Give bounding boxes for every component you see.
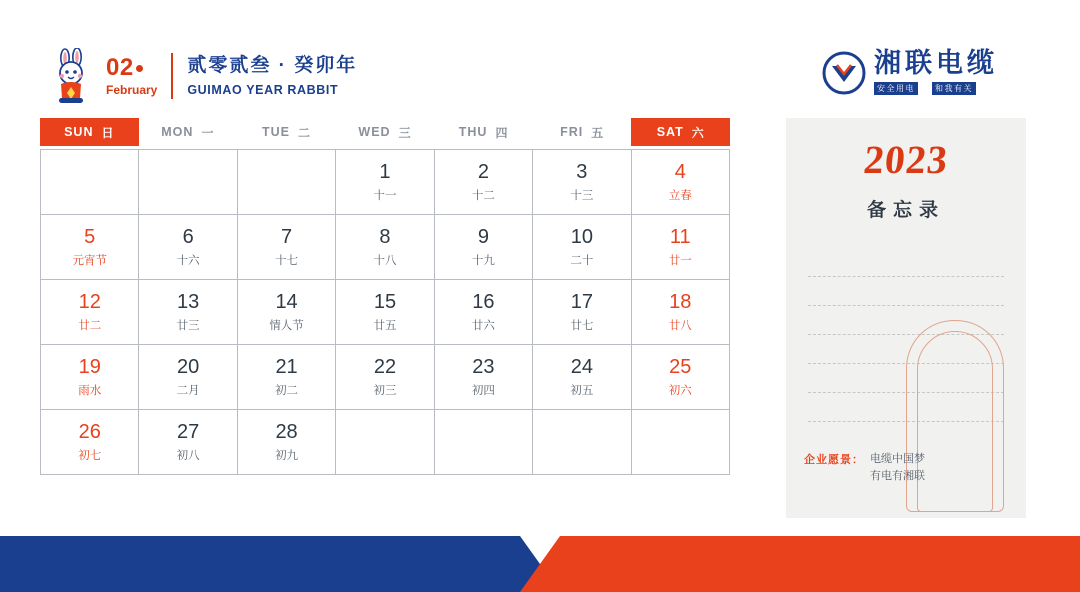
calendar-day-cell[interactable] xyxy=(139,410,237,475)
day-number: 13 xyxy=(177,290,200,313)
month-number: 02 xyxy=(106,56,157,80)
day-lunar-label: 廿三 xyxy=(176,319,200,332)
weekday-en: SUN xyxy=(64,125,94,139)
calendar-day-cell[interactable] xyxy=(533,150,631,215)
calendar-day-cell[interactable] xyxy=(139,345,237,410)
day-number: 5 xyxy=(84,225,96,248)
slogan-part-1: 安全用电 xyxy=(874,82,918,95)
day-number: 12 xyxy=(78,290,101,313)
day-lunar-label: 初九 xyxy=(275,449,299,462)
day-number: 20 xyxy=(177,355,200,378)
calendar-day-cell[interactable] xyxy=(632,345,730,410)
weekday-cn: 二 xyxy=(297,125,311,140)
calendar-header xyxy=(50,48,357,104)
calendar-day-cell[interactable] xyxy=(632,280,730,345)
day-number: 7 xyxy=(281,225,293,248)
vision-text xyxy=(870,451,925,484)
day-number: 16 xyxy=(472,290,495,313)
calendar-day-cell[interactable] xyxy=(533,215,631,280)
company-logo xyxy=(822,50,998,95)
calendar-day-cell[interactable] xyxy=(238,410,336,475)
rabbit-mascot-icon xyxy=(50,48,96,104)
calendar-day-cell[interactable] xyxy=(238,280,336,345)
day-lunar-label: 廿八 xyxy=(668,319,692,332)
calendar-day-cell[interactable] xyxy=(435,280,533,345)
day-number: 10 xyxy=(570,225,593,248)
day-lunar-label: 十九 xyxy=(471,254,495,267)
day-number: 1 xyxy=(379,160,391,183)
day-number: 25 xyxy=(669,355,692,378)
month-name-en: February xyxy=(106,83,158,97)
memo-year: 2023 xyxy=(861,137,951,182)
xianglian-logo-icon xyxy=(822,51,866,95)
lunar-year-title-en: GUIMAO YEAR RABBIT xyxy=(187,82,339,97)
vision-label: 企业愿景： xyxy=(804,454,864,466)
day-number: 4 xyxy=(674,160,686,183)
day-lunar-label: 初三 xyxy=(373,384,397,397)
day-lunar-label: 立春 xyxy=(668,189,692,202)
day-lunar-label: 十七 xyxy=(275,254,299,267)
weekday-en: WED xyxy=(358,125,391,139)
memo-title: 备忘录 xyxy=(866,200,945,221)
calendar-empty-cell xyxy=(336,410,434,475)
weekday-header-fri xyxy=(533,118,632,146)
day-number: 2 xyxy=(477,160,489,183)
day-number: 6 xyxy=(182,225,194,248)
day-number: 17 xyxy=(570,290,593,313)
calendar-day-cell[interactable] xyxy=(533,345,631,410)
day-number: 11 xyxy=(669,225,691,248)
weekday-cn: 四 xyxy=(495,125,509,140)
weekday-en: TUE xyxy=(261,125,290,139)
calendar-day-cell[interactable] xyxy=(435,215,533,280)
calendar-day-cell[interactable] xyxy=(41,345,139,410)
calendar-day-cell[interactable] xyxy=(41,280,139,345)
calendar-empty-cell xyxy=(533,410,631,475)
slogan-part-2: 和我有关 xyxy=(932,82,976,95)
day-number: 24 xyxy=(570,355,593,378)
weekday-cn: 日 xyxy=(101,125,115,140)
calendar-day-cell[interactable] xyxy=(435,345,533,410)
weekday-header-tue xyxy=(237,118,336,146)
calendar-day-cell[interactable] xyxy=(435,150,533,215)
weekday-header-mon xyxy=(139,118,238,146)
day-lunar-label: 廿六 xyxy=(471,319,495,332)
day-lunar-label: 十二 xyxy=(471,189,495,202)
calendar-day-cell[interactable] xyxy=(336,345,434,410)
weekday-header-thu xyxy=(434,118,533,146)
day-number: 21 xyxy=(275,355,298,378)
day-lunar-label: 初二 xyxy=(275,384,299,397)
day-lunar-label: 十八 xyxy=(373,254,397,267)
day-lunar-label: 雨水 xyxy=(78,384,102,397)
weekday-cn: 三 xyxy=(398,125,412,140)
day-lunar-label: 二月 xyxy=(176,384,200,397)
day-lunar-label: 二十 xyxy=(570,254,594,267)
calendar-day-cell[interactable] xyxy=(41,215,139,280)
footer-blue-shape xyxy=(0,536,560,592)
day-lunar-label: 十一 xyxy=(373,189,397,202)
calendar-day-cell[interactable] xyxy=(336,215,434,280)
memo-line[interactable] xyxy=(808,277,1004,306)
calendar-day-cell[interactable] xyxy=(336,280,434,345)
vision-line-1: 电缆中国梦 xyxy=(870,453,925,465)
day-number: 23 xyxy=(472,355,495,378)
day-lunar-label: 初五 xyxy=(570,384,594,397)
day-lunar-label: 初八 xyxy=(176,449,200,462)
day-number: 28 xyxy=(275,420,298,443)
day-lunar-label: 元宵节 xyxy=(72,254,107,267)
memo-line[interactable] xyxy=(808,248,1004,277)
day-number: 15 xyxy=(373,290,397,313)
day-lunar-label: 廿二 xyxy=(78,319,102,332)
calendar-day-cell[interactable] xyxy=(336,150,434,215)
calendar-day-cell[interactable] xyxy=(139,215,237,280)
day-number: 27 xyxy=(177,420,200,443)
calendar-empty-cell xyxy=(238,150,336,215)
weekday-cn: 五 xyxy=(591,125,605,140)
calendar-grid xyxy=(40,149,730,475)
calendar-day-cell[interactable] xyxy=(139,280,237,345)
company-slogan xyxy=(874,82,998,95)
day-number: 18 xyxy=(669,290,692,313)
day-lunar-label: 十六 xyxy=(176,254,200,267)
calendar xyxy=(40,118,730,475)
footer-red-shape xyxy=(520,536,1080,592)
calendar-empty-cell xyxy=(139,150,237,215)
weekday-header-row xyxy=(40,118,730,146)
weekday-cn: 六 xyxy=(691,125,705,140)
weekday-en: THU xyxy=(458,125,488,139)
day-lunar-label: 廿五 xyxy=(373,319,397,332)
memo-panel xyxy=(786,118,1026,518)
day-number: 26 xyxy=(78,420,101,443)
calendar-day-cell[interactable] xyxy=(533,280,631,345)
calendar-empty-cell xyxy=(41,150,139,215)
weekday-header-sun xyxy=(40,118,139,146)
calendar-empty-cell xyxy=(632,410,730,475)
day-lunar-label: 初七 xyxy=(78,449,102,462)
company-vision xyxy=(804,451,925,484)
day-number: 19 xyxy=(78,355,101,378)
vision-line-2: 有电有湘联 xyxy=(870,469,925,482)
lunar-year-title-cn: 贰零贰叁 · 癸卯年 xyxy=(187,55,358,77)
company-name: 湘联电缆 xyxy=(874,48,998,78)
day-number: 22 xyxy=(373,355,397,378)
calendar-day-cell[interactable] xyxy=(632,150,730,215)
calendar-empty-cell xyxy=(435,410,533,475)
day-number: 3 xyxy=(576,160,588,183)
footer-banner xyxy=(0,536,1080,592)
weekday-header-wed xyxy=(336,118,435,146)
day-lunar-label: 初六 xyxy=(668,384,692,397)
month-block xyxy=(106,56,157,96)
day-number: 9 xyxy=(477,225,489,248)
calendar-day-cell[interactable] xyxy=(41,410,139,475)
calendar-day-cell[interactable] xyxy=(632,215,730,280)
weekday-en: MON xyxy=(161,125,194,139)
month-dot-icon xyxy=(136,65,143,72)
weekday-header-sat xyxy=(631,118,730,146)
day-lunar-label: 十三 xyxy=(570,189,594,202)
day-lunar-label: 初四 xyxy=(471,384,495,397)
day-lunar-label: 廿七 xyxy=(570,319,594,332)
calendar-day-cell[interactable] xyxy=(238,215,336,280)
header-divider xyxy=(171,53,173,99)
day-lunar-label: 情人节 xyxy=(269,319,304,332)
day-number: 14 xyxy=(275,290,298,313)
day-lunar-label: 廿一 xyxy=(668,254,692,267)
weekday-cn: 一 xyxy=(201,125,215,140)
weekday-en: FRI xyxy=(560,125,584,139)
calendar-day-cell[interactable] xyxy=(238,345,336,410)
weekday-en: SAT xyxy=(656,125,684,139)
day-number: 8 xyxy=(379,225,391,248)
